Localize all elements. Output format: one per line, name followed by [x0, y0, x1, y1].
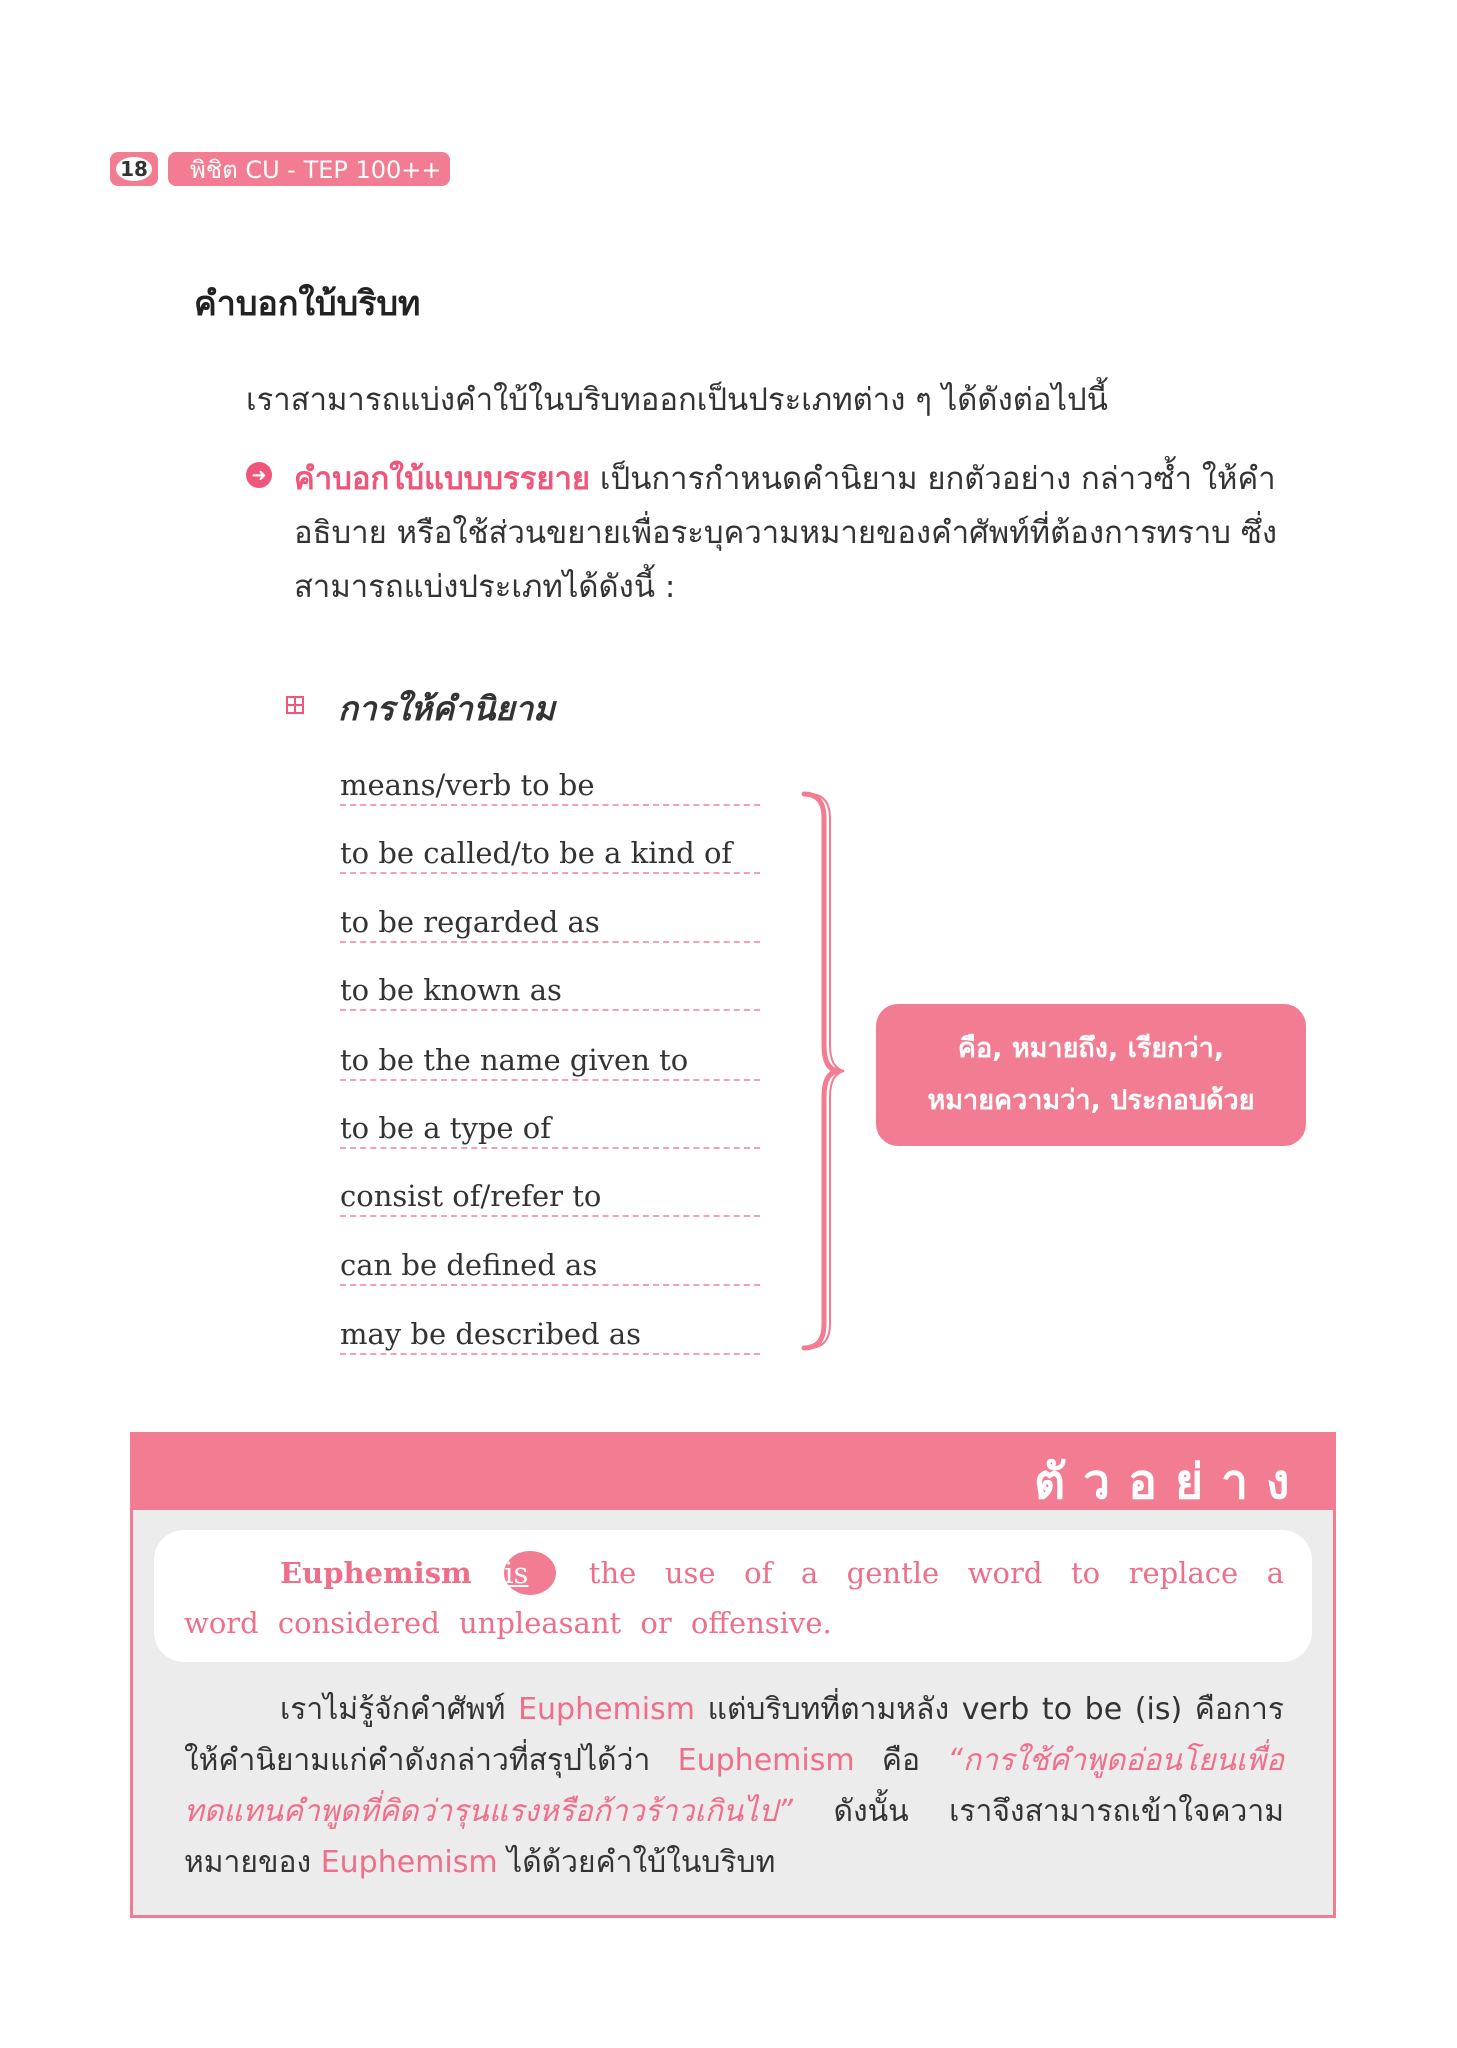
arrow-bullet-icon: ➜ — [246, 462, 272, 488]
explain-part-3: คือ — [854, 1743, 948, 1778]
intro-text: เราสามารถแบ่งคำใบ้ในบริบทออกเป็นประเภทต่าง ๆ ได้ดังต่อไปนี้ — [246, 382, 1108, 418]
phrase-item: consist of/refer to — [340, 1179, 760, 1217]
explain-part-2: แต่บริบทที่ตามหลัง verb to be (is) คือการให้คำนิยามแก่คำดังกล่าวที่สรุปได้ว่า — [184, 1692, 1285, 1778]
phrase-item: to be called/to be a kind of — [340, 836, 760, 874]
meaning-line-1: คือ, หมายถึง, เรียกว่า, — [957, 1033, 1225, 1064]
phrase-item: can be defined as — [340, 1248, 760, 1286]
phrase-item: to be known as — [340, 973, 760, 1011]
explain-term-2: Euphemism — [677, 1743, 855, 1778]
page-number-badge — [110, 152, 158, 186]
bullet-text: เป็นการกำหนดคำนิยาม ยกตัวอย่าง กล่าวซ้ำ ให้คำอธิบาย หรือใช้ส่วนขยายเพื่อระบุความหมายของคำศัพท์ที่ต้องการทราบ ซึ่งสามารถแบ่งประเภทได้ดังนี้ : — [294, 461, 1278, 605]
section-title: คำบอกใบ้บริบท — [194, 284, 421, 324]
example-explanation — [184, 1684, 1284, 1888]
meaning-line-2: หมายความว่า, ประกอบด้วย — [927, 1085, 1255, 1116]
meaning-box — [876, 1004, 1306, 1146]
phrase-item: to be the name given to — [340, 1043, 760, 1081]
example-sentence — [184, 1548, 1284, 1648]
phrase-item: to be a type of — [340, 1111, 760, 1149]
book-title-badge — [168, 152, 450, 186]
explain-term-1: Euphemism — [518, 1692, 695, 1727]
example-verb-circle: is — [504, 1551, 556, 1595]
curly-brace — [790, 790, 850, 1352]
bullet-paragraph — [294, 452, 1324, 614]
page-number: 18 — [116, 157, 152, 181]
example-sentence-rest: the use of a gentle word to replace a word considered unpleasant or offensive. — [184, 1556, 1285, 1640]
example-term: Euphemism — [280, 1556, 472, 1590]
plus-square-icon — [286, 696, 304, 714]
subsection-title: การให้คำนิยาม — [338, 689, 555, 728]
explain-term-3: Euphemism — [320, 1845, 498, 1880]
explain-quote: “การใช้คำพูดอ่อนโยนเพื่อทดแทนคำพูดที่คิดว่ารุนแรงหรือก้าวร้าวเกินไป” — [184, 1743, 1284, 1829]
phrase-item: may be described as — [340, 1317, 760, 1355]
example-label: ตัวอย่าง — [1034, 1454, 1308, 1510]
explain-part-5: ได้ด้วยคำใบ้ในบริบท — [497, 1845, 776, 1880]
phrase-item: means/verb to be — [340, 768, 760, 806]
explain-part-1: เราไม่รู้จักคำศัพท์ — [280, 1692, 519, 1727]
bullet-heading: คำบอกใบ้แบบบรรยาย — [294, 461, 591, 497]
phrase-item: to be regarded as — [340, 905, 760, 943]
explain-part-4: ดังนั้น เราจึงสามารถเข้าใจความหมายของ — [184, 1794, 1284, 1880]
book-title: พิชิต CU - TEP 100++ — [190, 155, 442, 184]
